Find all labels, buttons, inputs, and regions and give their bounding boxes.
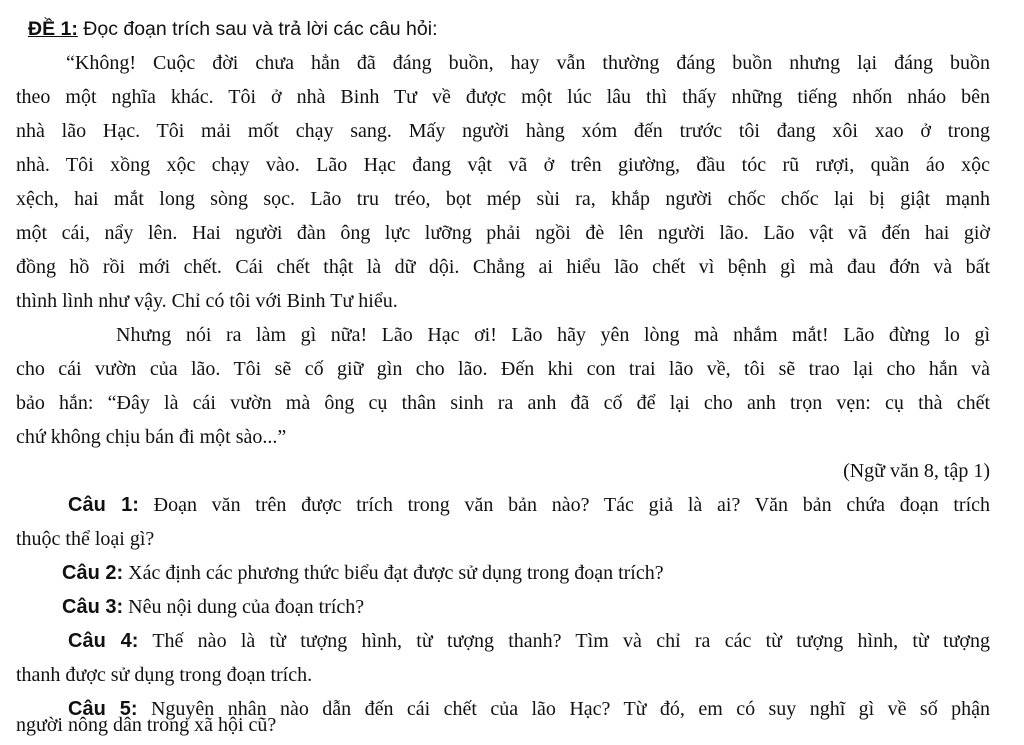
question-text: Đoạn văn trên được trích trong văn bản nào? Tác giả là ai? Văn bản chứa đoạn trích [138,494,991,516]
question-label: Câu 3: [62,596,124,618]
question-3 [62,590,364,624]
passage-line: “Không! Cuộc đời chưa hẳn đã đáng buồn, hay vẫn thường đáng buồn nhưng lại đáng buồn [66,52,990,74]
question-label: Câu 2: [62,562,124,584]
question-label: Câu 1: [68,494,139,516]
exam-heading [28,12,438,46]
exam-number-label: ĐỀ 1: [28,18,78,40]
passage-line: một cái, nẩy lên. Hai người đàn ông lực lưỡng phải ngồi đè lên người lão. Lão vật vã đến hai giờ [16,222,990,244]
question-2 [62,556,664,590]
passage-line: chứ không chịu bán đi một sào...” [16,426,287,448]
passage-line: cho cái vườn của lão. Tôi sẽ cố giữ gìn cho lão. Đến khi con trai lão về, tôi sẽ trao lại cho hắn và [16,358,990,380]
passage-line: nhà lão Hạc. Tôi mải mốt chạy sang. Mấy người hàng xóm đến trước tôi đang xôi xao ở trong [16,120,990,142]
passage-line: theo một nghĩa khác. Tôi ở nhà Binh Tư về được một lúc lâu thì thấy những tiếng nhốn nháo bên [16,86,990,108]
question-label: Câu 4: [68,630,139,652]
passage-line: xệch, hai mắt long sòng sọc. Lão tru tréo, bọt mép sùi ra, khắp người chốc chốc lại bị giật mạnh [16,188,990,210]
question-text: Nêu nội dung của đoạn trích? [123,596,365,618]
question-text-continuation: người nông dân trong xã hội cũ? [16,714,277,736]
question-text-continuation: thuộc thể loại gì? [16,528,155,550]
passage-line: nhà. Tôi xồng xộc chạy vào. Lão Hạc đang vật vã ở trên giường, đầu tóc rũ rượi, quần áo xộc [16,154,990,176]
passage-line: Nhưng nói ra làm gì nữa! Lão Hạc ơi! Lão hãy yên lòng mà nhắm mắt! Lão đừng lo gì [116,324,990,346]
question-text: Nguyên nhân nào dẫn đến cái chết của lão Hạc? Từ đó, em có suy nghĩ gì về số phận [137,698,991,720]
question-1 [68,488,990,522]
passage-line: đồng hồ rồi mới chết. Cái chết thật là dữ dội. Chẳng ai hiểu lão chết vì bệnh gì mà đau đớn và bất [16,256,990,278]
question-text: Thế nào là từ tượng hình, từ tượng thanh? Tìm và chỉ ra các từ tượng hình, từ tượng [138,630,991,652]
question-4 [68,624,990,658]
passage-line: thình lình như vậy. Chỉ có tôi với Binh Tư hiểu. [16,290,398,312]
question-text-continuation: thanh được sử dụng trong đoạn trích. [16,664,313,686]
question-text: Xác định các phương thức biểu đạt được sử dụng trong đoạn trích? [123,562,664,584]
passage-line: bảo hắn: “Đây là cái vườn mà ông cụ thân sinh ra anh đã cố để lại cho anh trọn vẹn: cụ thà chết [16,392,990,414]
passage-source: (Ngữ văn 8, tập 1) [843,460,990,482]
exam-instruction: Đọc đoạn trích sau và trả lời các câu hỏi: [77,18,438,40]
question-label: Câu 5: [68,698,138,720]
